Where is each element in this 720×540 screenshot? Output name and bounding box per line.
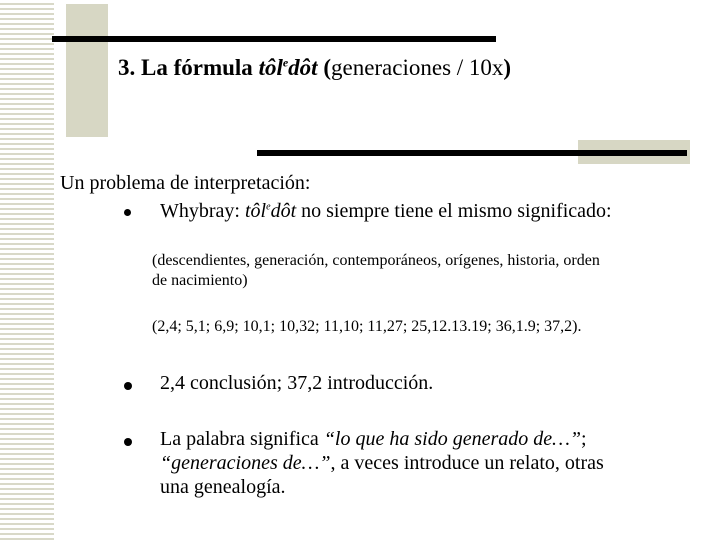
meanings-line-1: (descendientes, generación, contemporáneos, orígenes, historia, orden [152,252,600,269]
title-decoration-box [66,4,108,137]
references-list: (2,4; 5,1; 6,9; 10,1; 10,32; 11,10; 11,27; 25,12.13.19; 36,1.9; 37,2). [152,318,582,335]
bottom-rule [257,150,687,156]
meanings-line-2: de nacimiento) [152,272,248,289]
top-rule [52,36,496,42]
meaning-line-3: una genealogía. [160,476,286,498]
whybray-statement: Whybray: tôl$^e$dôt no siempre tiene el mismo significado: [160,200,612,222]
striped-side-decoration [0,0,54,540]
meaning-line-2: “generaciones de…”, a veces introduce un relato, otras [160,452,604,474]
conclusion-introduction-note: 2,4 conclusión; 37,2 introducción. [160,372,434,394]
slide-title: 3. La fórmula tôl$^e$dôt (generaciones / 10x) [118,55,512,80]
bullet-icon [124,209,131,216]
meaning-line-1: La palabra significa “lo que ha sido generado de…”; [160,428,587,450]
bullet-icon [124,438,132,446]
intro-text: Un problema de interpretación: [60,172,311,194]
bullet-icon [124,382,132,390]
